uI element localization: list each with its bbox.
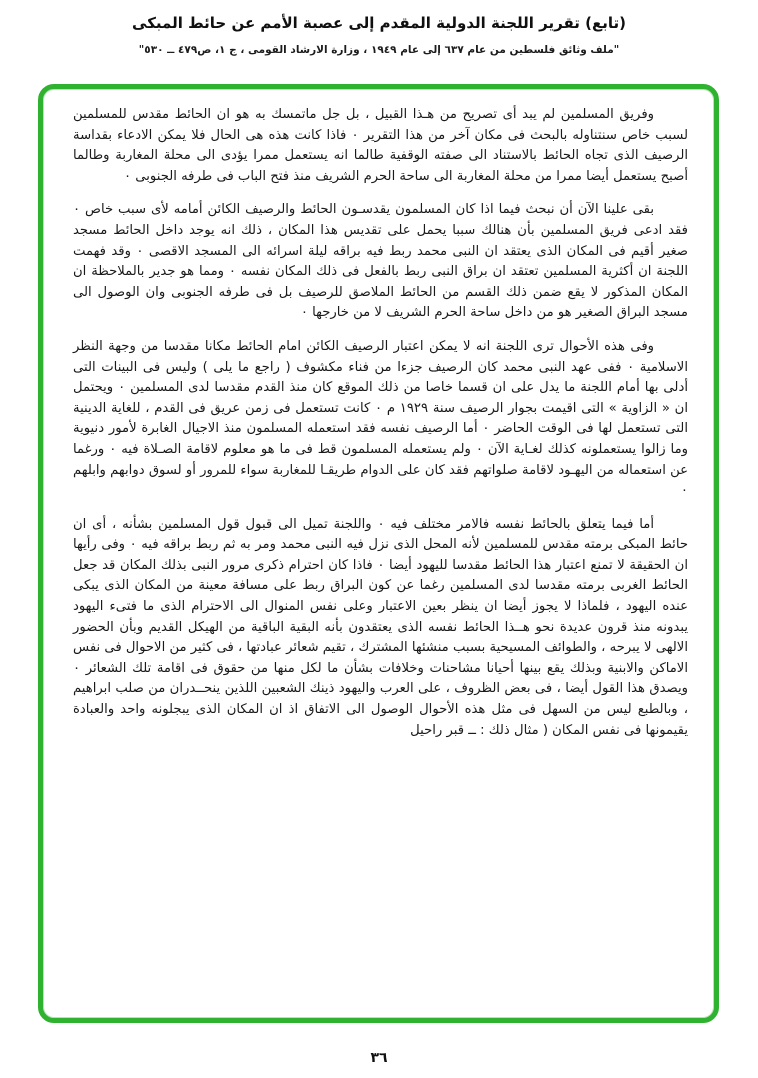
- paragraph: وفى هذه الأحوال ترى اللجنة انه لا يمكن اعتبار الرصيف الكائن امام الحائط مكانا مقدسا من وجهة النظر الاسلامية ۰ ففى عهد النبى محمد كان الرصيف جزءا من فناء مكشوف ( راجع ما يلى ) وليس فى البينات التى أدلى بها أمام اللجنة ما يدل على ان قسما خاصا من ذلك الموقع كان منذ القدم مقدسا لدى المسلمين ۰ ويحتمل ان « الزاوية » التى اقيمت بجوار الرصيف سنة ١٩٢٩ م ۰ كانت تستعمل فى زمن عريق فى القدم ، للغاية الدينية التى تستعمل لها فى الوقت الحاضر ۰ أما الرصيف نفسه فقد استعمله المسلمون منذ الاجيال الغابرة لأمور دنيوية وما زالوا يستعملونه كذلك لغـاية الآن ۰ ولم يستعمله المسلمون قط فى ما هو معلوم لاقامة الصـلاة فيه ۰ ورغما عن استعماله من اليهـود لاقامة صلواتهم فقد كان على الدوام طريقـا للمغاربة سواء للمرور أو لسوق دوابهم وابلهم ۰: [73, 338, 689, 499]
- document-body: [73, 105, 688, 741]
- paragraph: بقى علينا الآن أن نبحث فيما اذا كان المسلمون يقدسـون الحائط والرصيف الكائن أمامه لأى سبب خاص ۰ فقد ادعى فريق المسلمين بأن هنالك سببا يحمل على تقديس هذا المكان ، ذلك انه يوجد داخل الحائط مسجد صغير أقيم فى المكان الذى يعتقد ان النبى محمد ربط فيه براقه ليلة اسرائه الى المسجد الاقصى ۰ وقد فهمت اللجنة ان أكثرية المسلمين تعتقد ان براق النبى ربط بالفعل فى ذلك المكان نفسه ۰ ومما هو جدير بالملاحظة ان المكان المذكور لا يقع ضمن ذلك القسم من الحائط الملاصق للرصيف بل فى طرفه الجنوبى وان الوصول الى مسجد البراق الصغير هو من داخل ساحة الحرم الشريف لا من خارجها ۰: [73, 202, 689, 321]
- document-source-line: "ملف وثائق فلسطين من عام ٦٣٧ إلى عام ١٩٤٩ ، وزارة الارشاد القومى ، ج ١، ص٤٧٩ ــ ٥٣٠": [138, 44, 620, 56]
- page-number: ٣٦: [370, 1050, 388, 1066]
- paragraph: وفريق المسلمين لم يبد أى تصريح من هـذا القبيل ، بل جل ماتمسك به هو ان الحائط مقدس للمسلمين لسبب خاص سنتناوله بالبحث فى مكان آخر من هذا التقرير ۰ فاذا كانت هذه هى الحال فلا يمكن الادعاء بقداسة الرصيف الذى تجاه الحائط بالاستناد الى صفته الوقفية طالما انه يستعمل ممرا يؤدى الى محلة المغاربة وطالما أصبح يستعمل أيضا ممرا من محلة المغاربة الى ساحة الحرم الشريف منذ فتح الباب فى طرفه الجنوبى ۰: [73, 107, 688, 184]
- document-title: (تابع) تقرير اللجنة الدولية المقدم إلى عصبة الأمم عن حائط المبكى: [132, 14, 626, 32]
- green-highlight-frame: [38, 84, 719, 1023]
- paragraph: أما فيما يتعلق بالحائط نفسه فالامر مختلف فيه ۰ واللجنة تميل الى قبول قول المسلمين بشأنه ، أى ان حائط المبكى برمته مقدس للمسلمين لأنه المحل الذى نزل فيه النبى محمد ومر به ثم ربط براقه فيه ۰ وفى رأيها ان الحقيقة لا تمنع اعتبار هذا الحائط مقدسا لليهود أيضا ۰ فاذا كان احترام ذكرى مرور النبى بذلك المكان قد جعل الحائط الغربى برمته مقدسا لدى المسلمين رغما عن كون البراق ربط على مسافة معينة من المكان الذى يبكى عنده اليهود ، فلماذا لا يجوز أيضا ان ينظر بعين الاعتبار وعلى نفس المنوال الى الاحترام الذى ما فتىء اليهود يبدونه منذ قرون عديدة نحو هــذا الحائط نفسه الذى يعتقدون بأنه البقية الباقية من الهيكل القديم وبأن الحضور الالهى لا يبرحه ، والطوائف المسيحية بسبب منشئها المشترك ، تقيم شعائر عبادتها ، فى كثير من الاحوال فى نفس الاماكن والابنية وبذلك يقع بينها أحيانا مشاحنات وخلافات بشأن ما لكل منها من حقوق فى اقامة تلك الشعائر ۰ ويصدق هذا القول أيضا ، فى بعض الظروف ، على العرب واليهود ذينك الشعبين اللذين ينحــدران من صلب ابراهيم ، وبالطبع ليس من السهل فى مثل هذه الأحوال الوصول الى الاتفاق اذ ان المكان الذى يبجلونه واحد والعبادة يقيمونها فى نفس المكان ( مثال ذلك : ــ قبر راحيل: [73, 516, 688, 738]
